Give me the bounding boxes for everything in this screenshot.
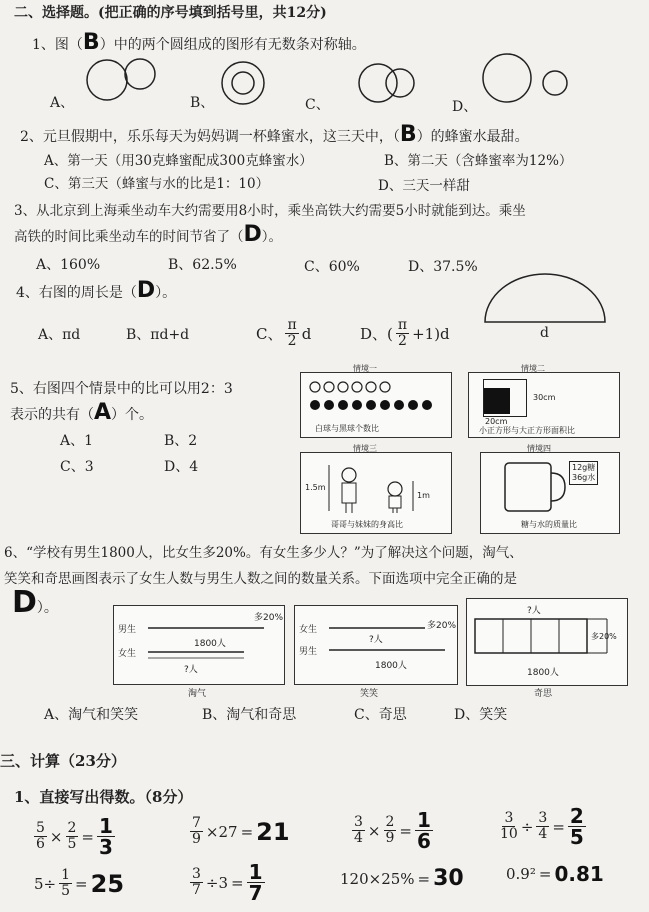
q2-text: 2、元旦假期中，乐乐每天为妈妈调一杯蜂蜜水，这三天中，（B）的蜂蜜水最甜。 [20, 122, 529, 147]
scenario-4-box: 情境四 12g糖 36g水 糖与水的质量比 [480, 452, 620, 534]
diagram-taoqi: 男生 女生 多20% 1800人 ?人 [113, 605, 285, 685]
q4-option-a: A、πd [38, 327, 81, 343]
q1-text: 1、图（B）中的两个圆组成的图形有无数条对称轴。 [32, 30, 366, 55]
calc-5: 5÷ $\frac{1}{5}$ = 25 [34, 867, 125, 899]
section-3-sub1: 1、直接写出得数。（8分） [14, 788, 193, 806]
diagram-taoqi-label: 淘气 [188, 689, 207, 699]
q5-option-a: A、1 [60, 433, 94, 449]
q2-option-c: C、第三天（蜂蜜与水的比是1：10） [44, 176, 270, 192]
q2-answer: B [399, 122, 417, 147]
section-2-title: 二、选择题。(把正确的序号填到括号里，共12分) [14, 5, 327, 21]
q3-option-b: B、62.5% [168, 257, 237, 273]
calc-3: $\frac{3}{4}$ × $\frac{2}{9}$ = $\frac{1}{6}$ [354, 808, 431, 853]
q2-option-b: B、第二天（含蜂蜜率为12%） [384, 153, 573, 169]
q3-option-a: A、160% [36, 257, 101, 273]
calc-4: $\frac{3}{10}$ ÷ $\frac{3}{4}$ = $\frac{2}{5}$ [500, 804, 584, 849]
q6-line3: D）。 [12, 585, 58, 620]
q2-option-a: A、第一天（用30克蜂蜜配成300克蜂蜜水） [44, 153, 313, 169]
q1-circle-figures [0, 50, 649, 130]
q3-answer: D [243, 222, 262, 247]
calc-6-answer: $\frac{1}{7}$ [248, 860, 263, 905]
q6-option-b: B、淘气和奇思 [202, 707, 297, 723]
q6-option-d: D、笑笑 [454, 707, 508, 723]
q4-option-b: B、πd+d [126, 327, 190, 343]
q1-option-d: D、 [452, 99, 478, 115]
semicircle-diameter-label: d [540, 325, 549, 341]
q5-line1: 5、右图四个情景中的比可以用2：3 [10, 381, 233, 397]
calc-8-answer: 0.81 [554, 862, 604, 886]
q6-option-c: C、奇思 [354, 707, 407, 723]
q4-option-d: D、( $\frac{\pi}{2}$ +1)d [360, 317, 450, 349]
q4-text: 4、右图的周长是（D）。 [16, 278, 177, 303]
calc-1-answer: $\frac{1}{3}$ [99, 814, 113, 859]
section-3-title: 三、计算（23分） [0, 752, 126, 770]
q5-option-c: C、3 [60, 459, 94, 475]
q5-option-b: B、2 [164, 433, 198, 449]
diagram-qisi: ?人 多20% 1800人 [466, 598, 628, 686]
calc-2: $\frac{7}{9}$ ×27 = 21 [192, 815, 290, 847]
scenario-2-box: 情境二 20cm 30cm 小正方形与大正方形面积比 [468, 372, 620, 438]
q6-answer: D [12, 585, 37, 620]
diagram-xiaoxiao-label: 笑笑 [360, 689, 379, 699]
calc-8: 0.9² = 0.81 [506, 862, 604, 886]
q1-option-a: A、 [50, 95, 75, 111]
q5-answer: A [94, 400, 112, 425]
calc-7-answer: 30 [433, 866, 464, 891]
q4-answer: D [136, 278, 156, 303]
calc-2-answer: 21 [256, 817, 290, 846]
calc-1: $\frac{5}{6}$ × $\frac{2}{5}$ = $\frac{1}{3}$ [36, 814, 113, 859]
q5-line2: 表示的共有（A）个。 [10, 400, 154, 425]
q3-option-d: D、37.5% [408, 259, 478, 275]
ball-rows [301, 379, 451, 419]
calc-5-answer: 25 [90, 869, 125, 898]
q3-option-c: C、60% [304, 259, 360, 275]
diagram-xiaoxiao: 女生 男生 ?人 多20% 1800人 [294, 605, 458, 685]
calc-4-answer: $\frac{2}{5}$ [569, 804, 584, 849]
q6-line1: 6、“学校有男生1800人，比女生多20%。有女生多少人？”为了解决这个问题，淘气、 [4, 545, 523, 561]
calc-7: 120×25% = 30 [340, 866, 464, 891]
mug-figure [481, 453, 619, 523]
small-square [484, 388, 510, 414]
q6-option-a: A、淘气和笑笑 [44, 707, 139, 723]
q2-option-d: D、三天一样甜 [378, 178, 470, 194]
q1-answer: B [82, 30, 100, 55]
scenario-3-box: 情境三 1.5m 1m 哥哥与妹妹的身高比 [300, 452, 452, 534]
q1-option-c: C、 [305, 97, 330, 113]
calc-3-answer: $\frac{1}{6}$ [417, 808, 431, 853]
q1-option-b: B、 [190, 95, 215, 111]
q5-option-d: D、4 [164, 459, 199, 475]
q6-line2: 笑笑和奇思画图表示了女生人数与男生人数之间的数量关系。下面选项中完全正确的是 [4, 571, 517, 587]
semicircle-figure [480, 270, 620, 330]
q3-line2: 高铁的时间比乘坐动车的时间节省了（D）。 [14, 222, 283, 247]
q3-line1: 3、从北京到上海乘坐动车大约需要用8小时，乘坐高铁大约需要5小时就能到达。乘坐 [14, 203, 526, 219]
diagram-qisi-label: 奇思 [534, 689, 553, 699]
q4-option-c: C、 $\frac{\pi}{2}$ d [256, 317, 312, 349]
scenario-1-box: 情境一 白球与黑球个数比 [300, 372, 452, 438]
calc-6: $\frac{3}{7}$ ÷3 = $\frac{1}{7}$ [192, 860, 263, 905]
